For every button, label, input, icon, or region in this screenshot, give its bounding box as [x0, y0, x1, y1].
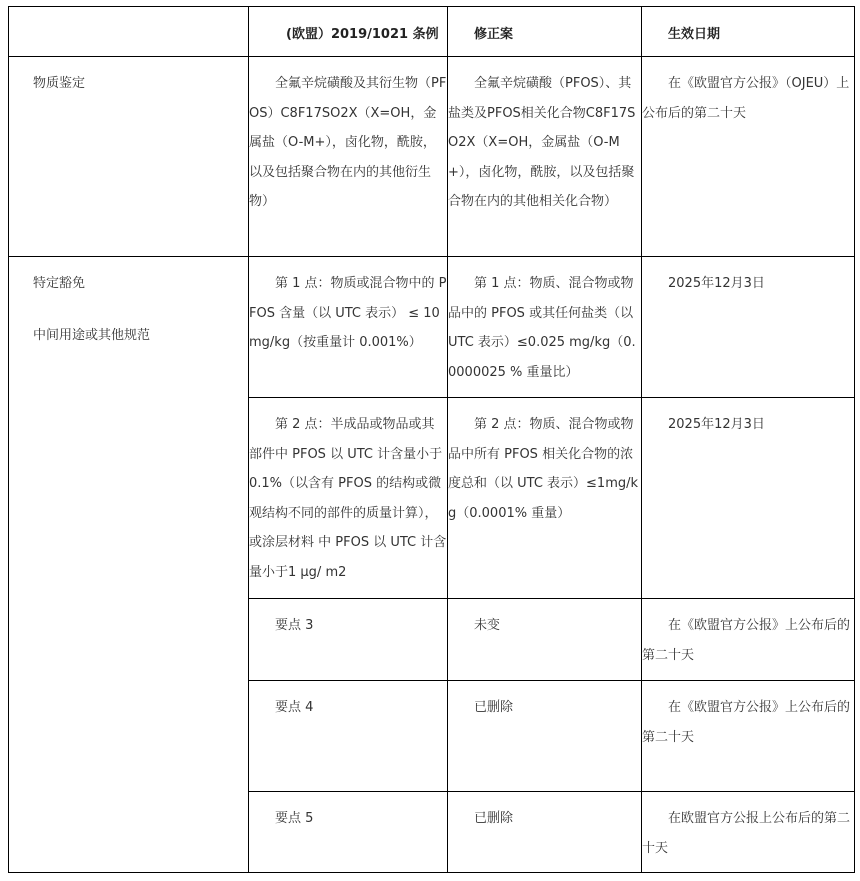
regulation-text: 要点 3: [275, 618, 314, 633]
amendment-text: 已删除: [474, 700, 514, 715]
header-amendment: 修正案: [448, 7, 642, 57]
regulation-text: 要点 4: [275, 700, 314, 715]
effective-date-cell: [642, 792, 855, 873]
regulation-cell: [249, 599, 448, 681]
pfos-regulation-table: [8, 6, 855, 873]
amendment-cell: [448, 792, 642, 873]
effective-date-cell: [642, 681, 855, 792]
amendment-cell: [448, 599, 642, 681]
effective-date-cell: [642, 599, 855, 681]
row-label: 物质鉴定: [33, 76, 86, 91]
amendment-text: 全氟辛烷磺酸（PFOS）、其盐类及PFOS相关化合物C8F17SO2X（X=OH，金属盐（O-M+），卤化物，酰胺，以及包括聚合物在内的其他相关化合物）: [448, 76, 636, 209]
amendment-cell: [448, 57, 642, 257]
row-label-cell: [9, 57, 249, 257]
effective-date-text: 2025年12月3日: [668, 276, 765, 291]
effective-date-text: 在欧盟官方公报上公布后的第二十天: [642, 811, 851, 856]
regulation-cell: [249, 792, 448, 873]
regulation-text: 全氟辛烷磺酸及其衍生物（PFOS）C8F17SO2X（X=OH，金属盐（O-M+），卤化物，酰胺，以及包括聚合物在内的其他衍生物）: [249, 76, 447, 209]
amendment-cell: [448, 257, 642, 398]
regulation-text: 第 1 点：物质或混合物中的 PFOS 含量（以 UTC 表示） ≤ 10 mg/kg（按重量计 0.001%）: [249, 276, 447, 350]
effective-date-text: 在《欧盟官方公报》上公布后的第二十天: [642, 618, 851, 663]
header-regulation: (欧盟）2019/1021 条例: [249, 7, 448, 57]
row-label-cell: [9, 257, 249, 873]
amendment-cell: [448, 681, 642, 792]
effective-date-text: 在《欧盟官方公报》（OJEU）上公布后的第二十天: [642, 76, 850, 121]
effective-date-cell: [642, 57, 855, 257]
regulation-cell: [249, 257, 448, 398]
amendment-text: 已删除: [474, 811, 514, 826]
regulation-text: 第 2 点：半成品或物品或其部件中 PFOS 以 UTC 计含量小于 0.1%（以含有 PFOS 的结构或微观结构不同的部件的质量计算），或涂层材料 中 PFOS 以 UTC 计含量小于1 μg/ m2: [249, 417, 447, 580]
table-row: [9, 257, 855, 398]
amendment-text: 未变: [474, 618, 501, 633]
effective-date-cell: [642, 257, 855, 398]
regulation-text: 要点 5: [275, 811, 314, 826]
amendment-text: 第 2 点：物质、混合物或物品中所有 PFOS 相关化合物的浓度总和（以 UTC 表示）≤1mg/kg（0.0001% 重量）: [448, 417, 639, 521]
regulation-cell: [249, 681, 448, 792]
table-row: [9, 57, 855, 257]
row-label: 特定豁免: [33, 276, 86, 291]
effective-date-text: 2025年12月3日: [668, 417, 765, 432]
row-sublabel: 中间用途或其他规范: [33, 327, 151, 343]
table-header-row: [9, 7, 855, 57]
amendment-cell: [448, 398, 642, 599]
header-effective-date: 生效日期: [642, 7, 855, 57]
header-empty-cell: [9, 7, 249, 57]
effective-date-text: 在《欧盟官方公报》上公布后的第二十天: [642, 700, 851, 745]
regulation-cell: [249, 398, 448, 599]
amendment-text: 第 1 点：物质、混合物或物品中的 PFOS 或其任何盐类（以 UTC 表示）≤0.025 mg/kg（0.0000025 % 重量比）: [448, 276, 636, 380]
effective-date-cell: [642, 398, 855, 599]
regulation-cell: [249, 57, 448, 257]
